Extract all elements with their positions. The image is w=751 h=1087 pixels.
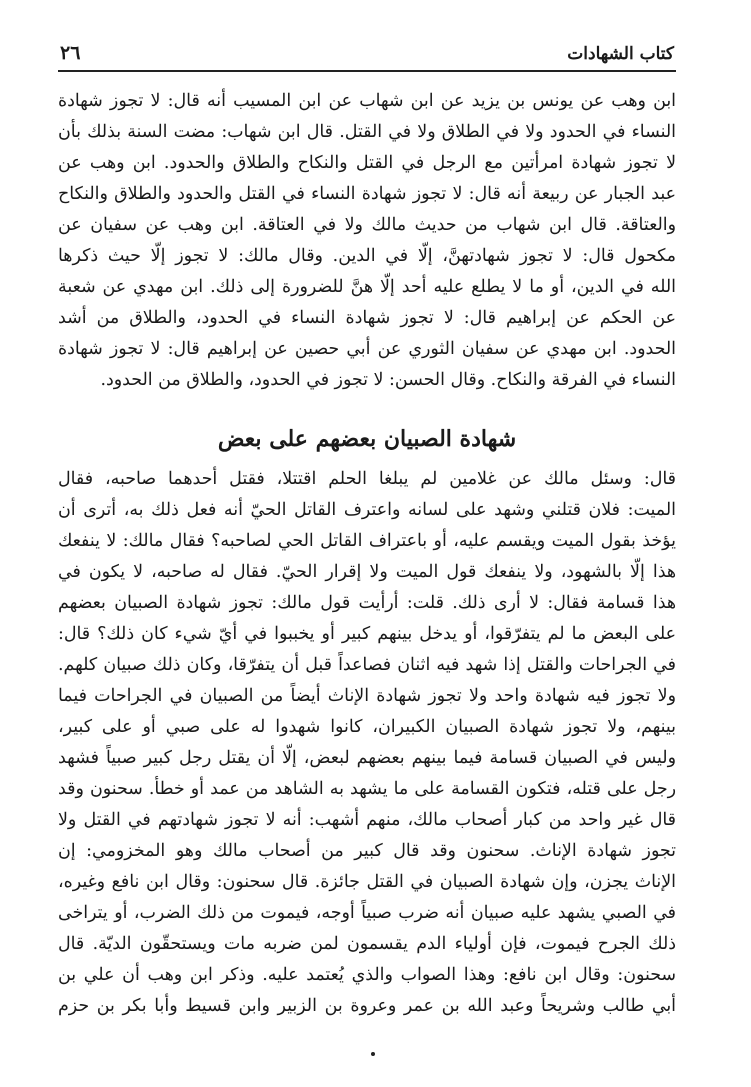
text-line: قال غير واحد من كبار أصحاب مالك، منهم أشهب: أنه لا تجوز شهادتهم في القتل ولا	[58, 810, 676, 830]
text-line: النساء في الفرقة والنكاح. وقال الحسن: لا تجوز في الحدود، والطلاق من الحدود.	[100, 370, 676, 390]
page-number: ٢٦	[60, 42, 81, 64]
running-header	[58, 40, 676, 72]
text-line: ذلك الجرح فيموت، فإن أولياء الدم يقسمون لمن ضربه مات ويستحقّون الديّة. قال	[58, 934, 676, 954]
text-line: أبي طالب وشريحاً وعبد الله بن عمر وعروة بن الزبير وابن قسيط وأبا بكر بن حزم	[58, 996, 676, 1016]
text-line: بينهم، ولا تجوز شهادة الصبيان الكبيران، كانوا شهدوا له على صبي أو على كبير،	[58, 717, 676, 737]
paragraph-1	[58, 86, 676, 396]
text-line: لا تجوز شهادة امرأتين مع الرجل في القتل والنكاح والطلاق والحدود. ابن وهب عن	[58, 153, 676, 173]
text-line: عبد الجبار عن ربيعة أنه قال: لا تجوز شهادة النساء في القتل والحدود والطلاق والنكاح	[58, 184, 676, 204]
text-line: على البعض ما لم يتفرّقوا، أو يدخل بينهم كبير أو يخببوا في أيّ شيء كان ذلك؟ قال:	[58, 624, 676, 644]
text-line: الإناث يجزن، وإن شهادة الصبيان في القتل جائزة. قال سحنون: وقال ابن نافع وغيره،	[58, 872, 676, 892]
text-line: هذا إلّا بالشهود، ولا ينفعك قول الميت ولا إقرار الحيّ. فقال له صاحبه، لا يكون في	[58, 562, 676, 582]
text-line: الميت: فلان قتلني وشهد على لسانه واعترف القاتل الحيّ أنه فعل ذلك به، أترى أن	[58, 500, 676, 520]
text-line: ولا تجوز فيه شهادة واحد ولا تجوز شهادة الإناث أيضاً من الصبيان في الجراحات فيما	[58, 686, 676, 706]
text-line: الله في الدين، أو ما لا يطلع عليه أحد إلّا هنَّ للضرورة إلى ذلك. ابن مهدي عن شعبة	[58, 277, 676, 297]
text-line: هذا قسامة فقال: لا أرى ذلك. قلت: أرأيت قول مالك: تجوز شهادة الصبيان بعضهم	[58, 593, 676, 613]
text-line: رجل على قتله، فتكون القسامة على ما يشهد به الشاهد من عمد أو خطأ. سحنون وقد	[58, 779, 676, 799]
text-line: وليس في الصبيان قسامة فيما بينهم بعضهم لبعض، إلّا أن يقتل رجل كبير صبياً فشهد	[58, 748, 676, 768]
text-line: مكحول قال: لا تجوز شهادتهنَّ، إلّا في الدين. وقال مالك: لا تجوز إلّا حيث ذكرها	[58, 246, 676, 266]
text-line: عن الحكم عن إبراهيم قال: لا تجوز شهادة النساء في الحدود، والطلاق من أشد	[58, 308, 676, 328]
text-line: في الصبي يشهد عليه صبيان أنه ضرب صبياً أوجه، فيموت من ذلك الضرب، أو يتراخى	[58, 903, 676, 923]
section-heading: شهادة الصبيان بعضهم على بعض	[217, 426, 517, 452]
text-line: في الجراحات والقتل إذا شهد فيه اثنان فصاعداً قبل أن يتفرّقا، وكان ذلك صبيان كلهم.	[58, 655, 676, 675]
text-line: سحنون: وقال ابن نافع: وهذا الصواب والذي يُعتمد عليه. وذكر ابن وهب أن علي بن	[58, 965, 676, 985]
text-line: قال: وسئل مالك عن غلامين لم يبلغا الحلم اقتتلا، فقتل أحدهما صاحبه، فقال	[58, 469, 676, 489]
text-line: الحدود. ابن مهدي عن سفيان الثوري عن أبي حصين عن إبراهيم قال: لا تجوز شهادة	[58, 339, 676, 359]
text-line: ابن وهب عن يونس بن يزيد عن ابن شهاب عن ابن المسيب أنه قال: لا تجوز شهادة	[58, 91, 676, 111]
text-line: النساء في الحدود ولا في الطلاق ولا في القتل. قال ابن شهاب: مضت السنة بذلك بأن	[58, 122, 676, 142]
text-line: يؤخذ بقول الميت ويقسم عليه، أو باعتراف القاتل الحي لصاحبه؟ فقال مالك: لا ينفعك	[58, 531, 676, 551]
text-line: تجوز شهادة الإناث. سحنون وقد قال كبير من أصحاب مالك وهو المخزومي: إن	[58, 841, 676, 861]
footer-dot	[371, 1052, 375, 1056]
paragraph-2	[58, 464, 676, 1022]
text-line: والعتاقة. قال ابن شهاب من حديث مالك ولا في العتاقة. ابن وهب عن سفيان عن	[58, 215, 676, 235]
chapter-title: كتاب الشهادات	[567, 44, 674, 64]
